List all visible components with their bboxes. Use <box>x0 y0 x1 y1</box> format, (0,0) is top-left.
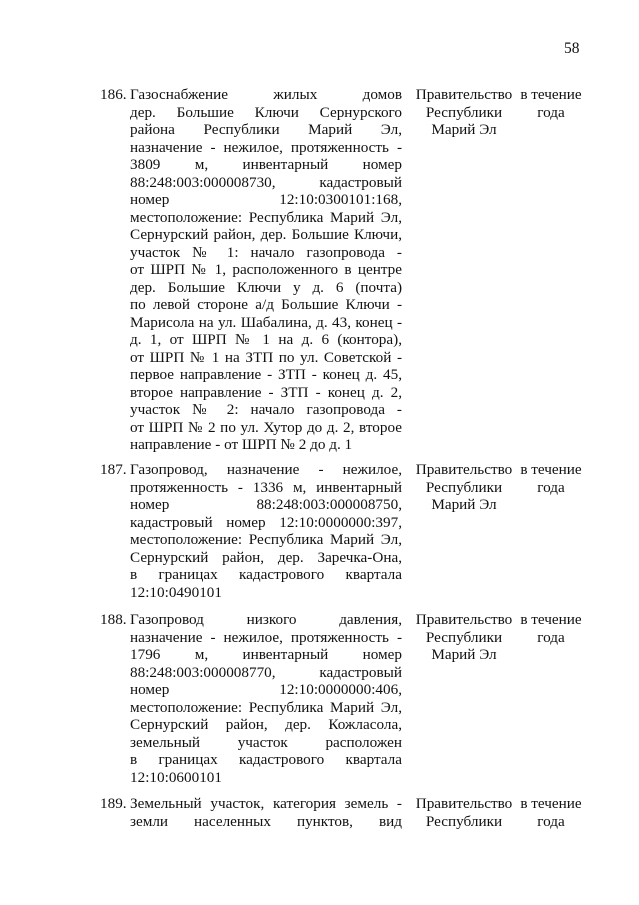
description-line: по левой стороне а/д Большие Ключи - <box>130 296 402 313</box>
description-line: местоположение: Республика Марий Эл, <box>130 531 402 548</box>
item-number: 188. <box>100 611 127 628</box>
organization-line: Республики <box>425 812 503 830</box>
description-line: местоположение: Республика Марий Эл, <box>130 208 402 226</box>
item-number: 187. <box>100 461 127 478</box>
description-line: от ШРП № 1, расположенного в центре <box>130 261 402 278</box>
item-description <box>130 611 402 786</box>
responsible-organization <box>409 461 519 514</box>
description-line: 12:10:0490101 <box>130 583 222 601</box>
description-line: от ШРП № 1 на ЗТП по ул. Советской - <box>130 348 402 366</box>
description-line: направление - от ШРП № 2 до д. 1 <box>130 436 353 453</box>
description-line: второе направление - ЗТП - конец д. 2, <box>130 383 402 401</box>
description-line: дер. Большие Ключи Сернурского <box>130 103 402 121</box>
description-line: Марисола на ул. Шабалина, д. 43, конец - <box>130 313 402 331</box>
deadline-line: года <box>537 103 565 121</box>
deadline-line: в течение <box>520 795 582 812</box>
description-line: участок № 2: начало газопровода - <box>130 401 402 418</box>
organization-line: Республики <box>425 478 503 496</box>
deadline-line: года <box>537 812 565 830</box>
deadline <box>515 795 587 830</box>
item-description <box>130 86 402 454</box>
description-line: д. 1, от ШРП № 1 на д. 6 (контора), <box>130 331 402 348</box>
description-line: Газопровод, назначение - нежилое, <box>130 461 402 478</box>
description-line: Газопровод низкого давления, <box>130 611 402 628</box>
responsible-organization <box>409 795 519 830</box>
deadline-line: в течение <box>520 86 582 103</box>
item-description <box>130 795 402 830</box>
description-line: земли населенных пунктов, вид <box>130 812 402 830</box>
description-line: номер 12:10:0300101:168, <box>130 191 402 208</box>
description-line: от ШРП № 2 по ул. Хутор до д. 2, второе <box>130 418 402 436</box>
deadline-line: в течение <box>520 611 582 628</box>
description-line: земельный участок расположен <box>130 733 402 751</box>
item-number: 186. <box>100 86 127 103</box>
organization-line: Республики <box>425 103 503 121</box>
item-number: 189. <box>100 795 127 812</box>
deadline <box>515 461 587 496</box>
organization-line: Правительство <box>415 795 513 812</box>
description-line: Сернурский район, дер. Большие Ключи, <box>130 226 402 243</box>
description-line: номер 12:10:0000000:406, <box>130 681 402 698</box>
description-line: номер 88:248:003:000008750, <box>130 496 402 513</box>
deadline <box>515 86 587 121</box>
description-line: 88:248:003:000008730, кадастровый <box>130 173 402 191</box>
description-line: в границах кадастрового квартала <box>130 566 402 583</box>
page-number: 58 <box>564 40 580 57</box>
responsible-organization <box>409 86 519 139</box>
description-line: назначение - нежилое, протяженность - <box>130 628 402 646</box>
item-description <box>130 461 402 601</box>
description-line: в границах кадастрового квартала <box>130 751 402 768</box>
description-line: протяженность - 1336 м, инвентарный <box>130 478 402 496</box>
description-line: первое направление - ЗТП - конец д. 45, <box>130 366 402 383</box>
organization-line: Марий Эл <box>431 646 497 663</box>
description-line: кадастровый номер 12:10:0000000:397, <box>130 513 402 531</box>
description-line: дер. Большие Ключи у д. 6 (почта) <box>130 278 402 296</box>
responsible-organization <box>409 611 519 664</box>
deadline-line: в течение <box>520 461 582 478</box>
deadline <box>515 611 587 646</box>
description-line: Земельный участок, категория земель - <box>130 795 402 812</box>
description-line: местоположение: Республика Марий Эл, <box>130 698 402 716</box>
description-line: 12:10:0600101 <box>130 768 222 786</box>
organization-line: Марий Эл <box>431 496 497 513</box>
description-line: 3809 м, инвентарный номер <box>130 156 402 173</box>
deadline-line: года <box>537 628 565 646</box>
description-line: 1796 м, инвентарный номер <box>130 646 402 663</box>
organization-line: Правительство <box>415 611 513 628</box>
description-line: района Республики Марий Эл, <box>130 121 402 138</box>
organization-line: Республики <box>425 628 503 646</box>
description-line: Сернурский район, дер. Кожласола, <box>130 716 402 733</box>
organization-line: Правительство <box>415 461 513 478</box>
description-line: Сернурский район, дер. Заречка-Она, <box>130 548 402 566</box>
deadline-line: года <box>537 478 565 496</box>
description-line: 88:248:003:000008770, кадастровый <box>130 663 402 681</box>
organization-line: Правительство <box>415 86 513 103</box>
description-line: Газоснабжение жилых домов <box>130 86 402 103</box>
description-line: участок № 1: начало газопровода - <box>130 243 402 261</box>
description-line: назначение - нежилое, протяженность - <box>130 138 402 156</box>
organization-line: Марий Эл <box>431 121 497 138</box>
